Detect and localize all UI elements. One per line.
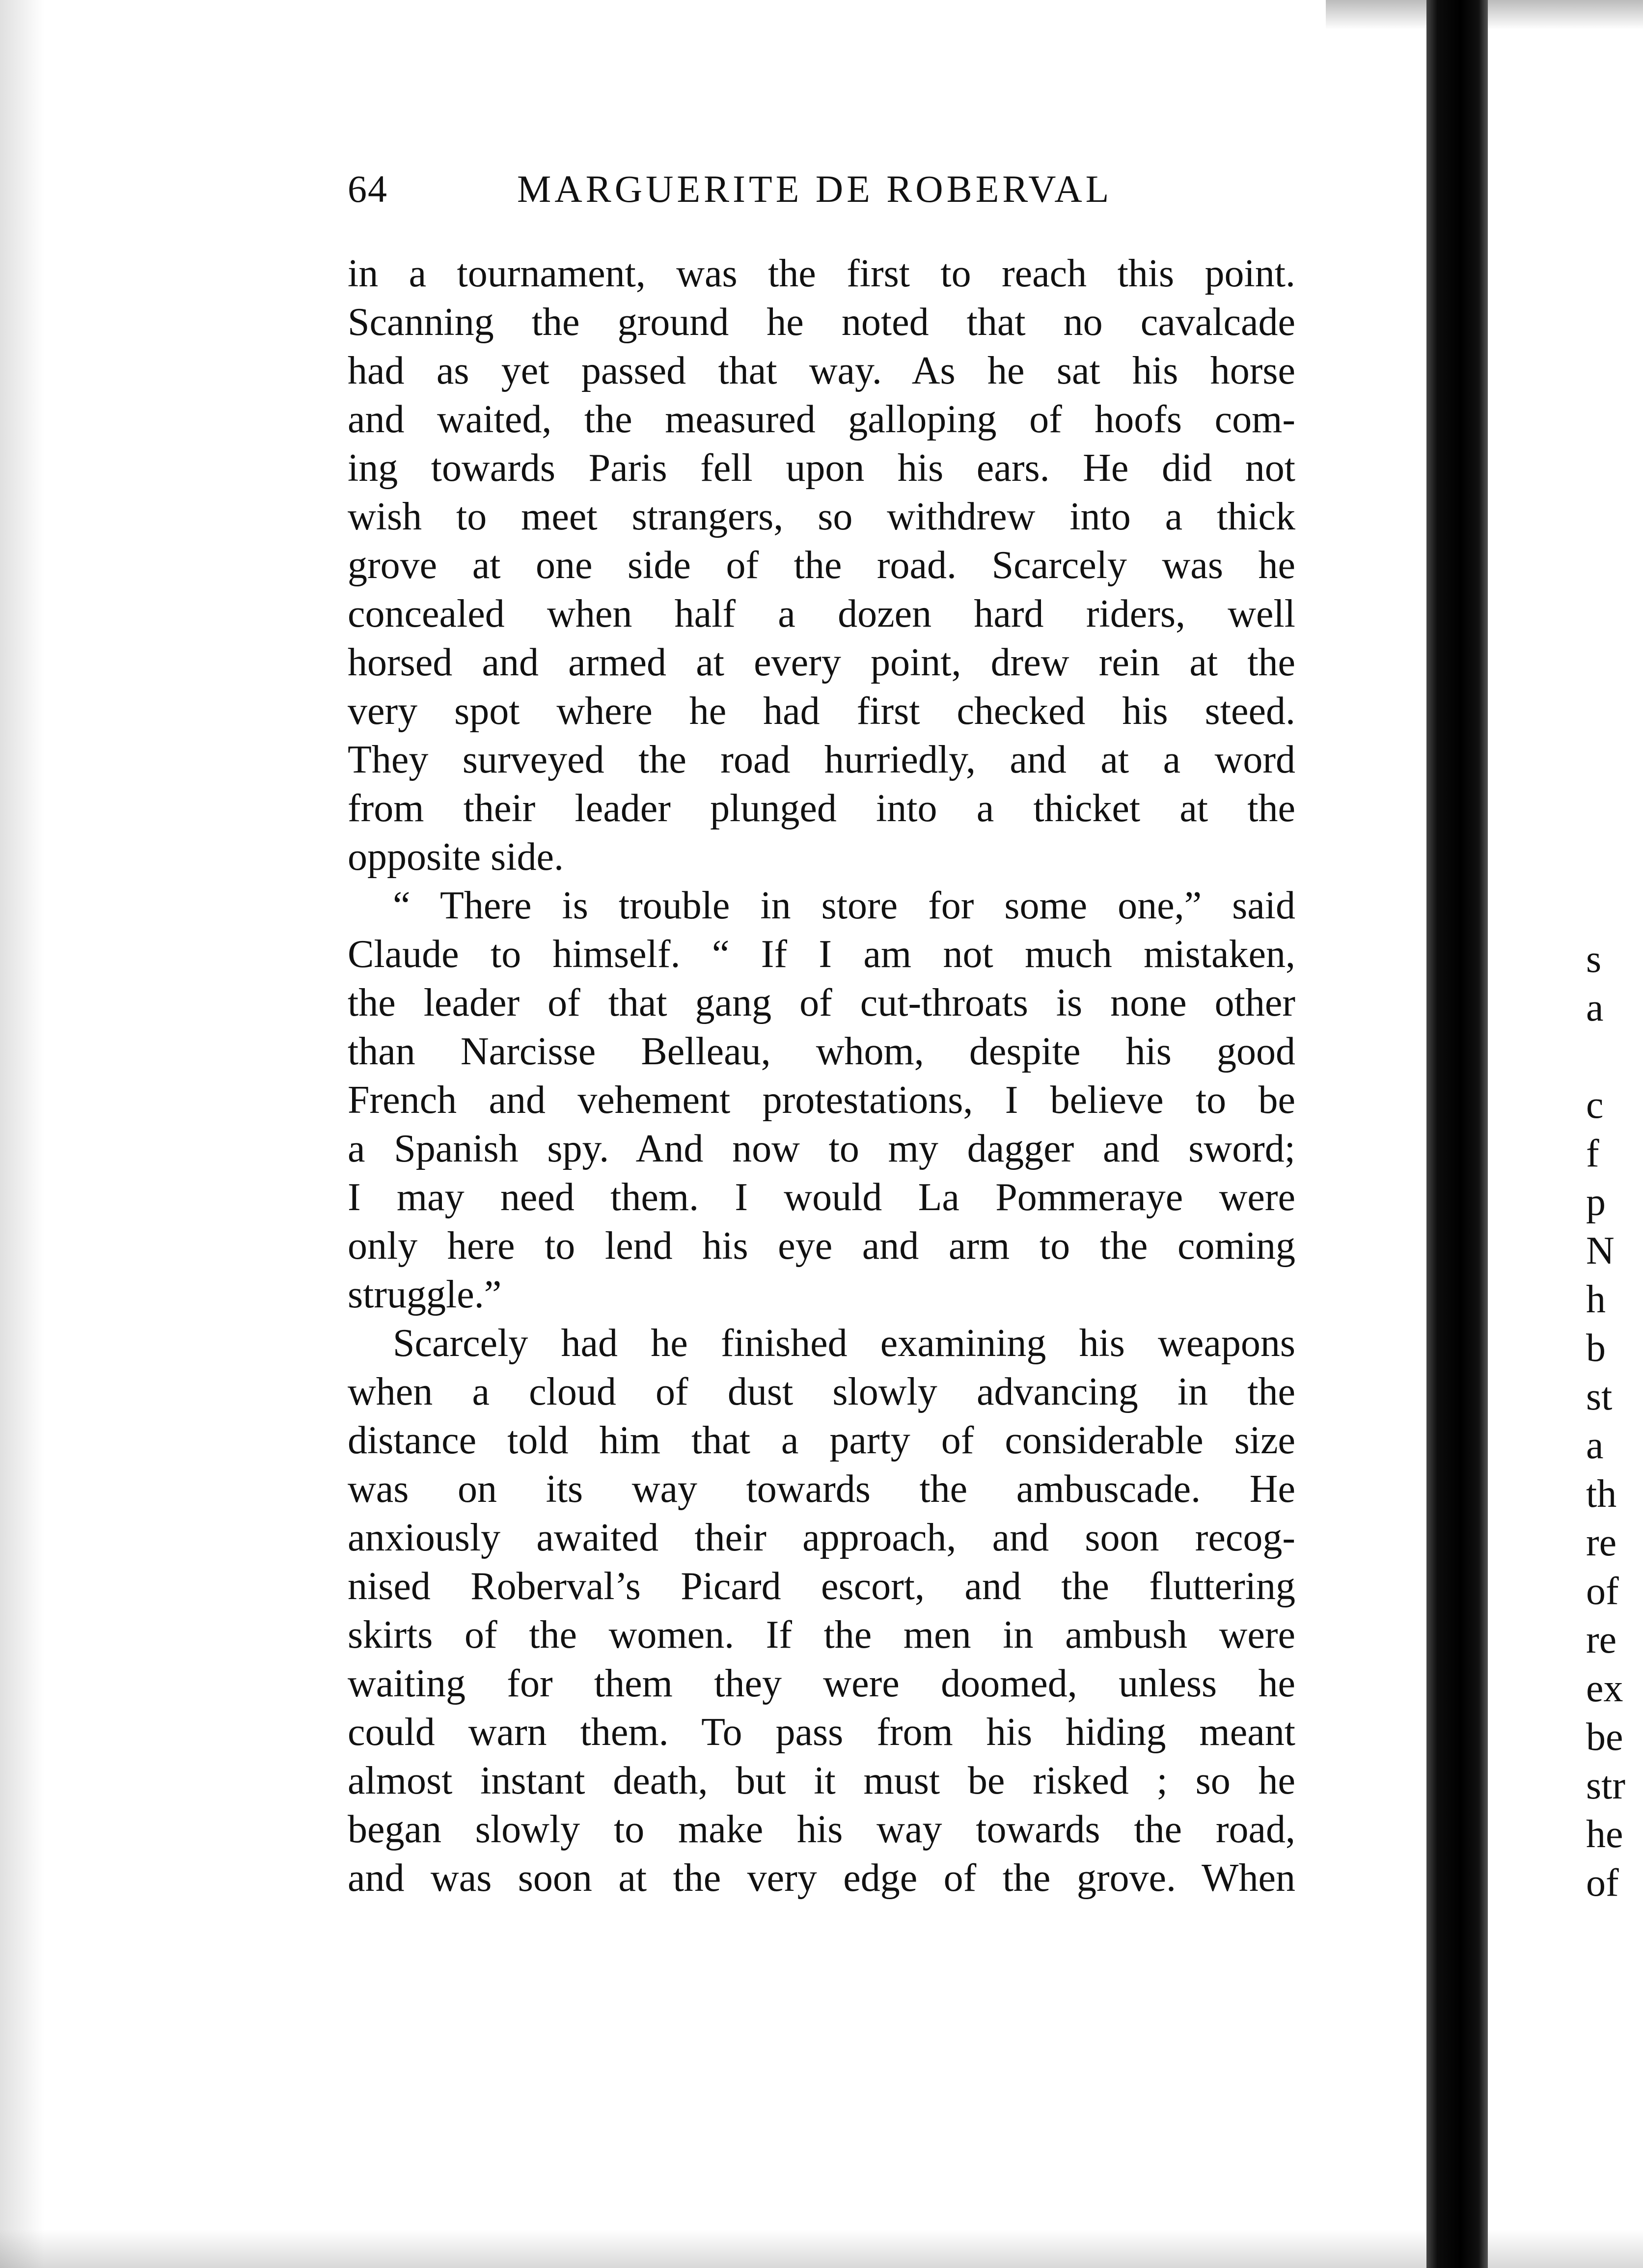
fragment-line: s bbox=[1586, 938, 1602, 981]
text-line: and was soon at the very edge of the grove. When bbox=[348, 1856, 1295, 1900]
fragment-line: str bbox=[1586, 1764, 1625, 1807]
running-header bbox=[348, 152, 1305, 216]
text-line: only here to lend his eye and arm to the coming bbox=[348, 1224, 1295, 1268]
fragment-line bbox=[1586, 1032, 1643, 1081]
text-line: I may need them. I would La Pommeraye were bbox=[348, 1176, 1295, 1219]
text-line: almost instant death, but it must be risked ; so he bbox=[348, 1759, 1295, 1802]
text-line: Scanning the ground he noted that no cavalcade bbox=[348, 301, 1295, 344]
text-line: waiting for them they were doomed, unless he bbox=[348, 1662, 1295, 1705]
fragment-line: of bbox=[1586, 1861, 1619, 1905]
fragment-line: of bbox=[1586, 1570, 1619, 1613]
text-line: distance told him that a party of considerable size bbox=[348, 1419, 1295, 1462]
text-line: from their leader plunged into a thicket at the bbox=[348, 787, 1295, 830]
fragment-line: h bbox=[1586, 1278, 1606, 1321]
text-line: French and vehement protestations, I believe to be bbox=[348, 1079, 1295, 1122]
text-line: struggle.” bbox=[348, 1273, 502, 1316]
text-line: in a tournament, was the first to reach this point. bbox=[348, 252, 1295, 295]
fragment-line: he bbox=[1586, 1813, 1623, 1856]
text-line: wish to meet strangers, so withdrew into a thick bbox=[348, 495, 1295, 538]
text-line: and waited, the measured galloping of hoofs com- bbox=[348, 398, 1295, 441]
text-line: began slowly to make his way towards the road, bbox=[348, 1808, 1295, 1851]
text-line: when a cloud of dust slowly advancing in the bbox=[348, 1370, 1295, 1413]
text-line: Claude to himself. “ If I am not much mistaken, bbox=[348, 933, 1295, 976]
fragment-line: re bbox=[1586, 1521, 1617, 1564]
fragment-line: ex bbox=[1586, 1667, 1623, 1710]
page-number: 64 bbox=[348, 167, 388, 210]
text-line: concealed when half a dozen hard riders, well bbox=[348, 592, 1295, 636]
text-line: than Narcisse Belleau, whom, despite his good bbox=[348, 1030, 1295, 1073]
fragment-line: f bbox=[1586, 1132, 1599, 1175]
text-line: opposite side. bbox=[348, 835, 564, 879]
text-line: “ There is trouble in store for some one,” said bbox=[393, 884, 1295, 927]
text-line: ing towards Paris fell upon his ears. He did not bbox=[348, 446, 1295, 490]
text-line: could warn them. To pass from his hiding meant bbox=[348, 1711, 1295, 1754]
fragment-line: b bbox=[1586, 1327, 1606, 1370]
book-gutter-binding bbox=[1426, 0, 1488, 2268]
text-line: anxiously awaited their approach, and soon recog- bbox=[348, 1516, 1295, 1559]
running-title: MARGUERITE DE ROBERVAL bbox=[517, 167, 1113, 210]
fragment-line: c bbox=[1586, 1083, 1604, 1127]
text-line: very spot where he had first checked his steed. bbox=[348, 690, 1295, 733]
facing-page-fragments bbox=[1586, 935, 1643, 1908]
fragment-line: a bbox=[1586, 1424, 1604, 1467]
fragment-line: st bbox=[1586, 1375, 1613, 1418]
text-line: was on its way towards the ambuscade. He bbox=[348, 1467, 1295, 1511]
text-line: a Spanish spy. And now to my dagger and sword; bbox=[348, 1127, 1295, 1170]
text-line: had as yet passed that way. As he sat his horse bbox=[348, 349, 1295, 392]
text-line: nised Roberval’s Picard escort, and the fluttering bbox=[348, 1565, 1295, 1608]
fragment-line: N bbox=[1586, 1229, 1615, 1272]
text-line: They surveyed the road hurriedly, and at a word bbox=[348, 738, 1295, 781]
fragment-line: th bbox=[1586, 1472, 1617, 1516]
text-line: Scarcely had he finished examining his weapons bbox=[393, 1322, 1295, 1365]
text-line: horsed and armed at every point, drew rein at the bbox=[348, 641, 1295, 684]
fragment-line: re bbox=[1586, 1618, 1617, 1661]
left-page-edge-shadow bbox=[0, 0, 44, 2268]
fragment-line: be bbox=[1586, 1715, 1623, 1759]
text-line: the leader of that gang of cut-throats is none other bbox=[348, 981, 1295, 1024]
text-line: skirts of the women. If the men in ambush were bbox=[348, 1613, 1295, 1657]
body-text bbox=[348, 249, 1295, 1903]
bottom-page-edge-shadow bbox=[0, 2230, 1643, 2268]
fragment-line: a bbox=[1586, 986, 1604, 1029]
text-line: grove at one side of the road. Scarcely was he bbox=[348, 544, 1295, 587]
fragment-line: p bbox=[1586, 1181, 1606, 1224]
